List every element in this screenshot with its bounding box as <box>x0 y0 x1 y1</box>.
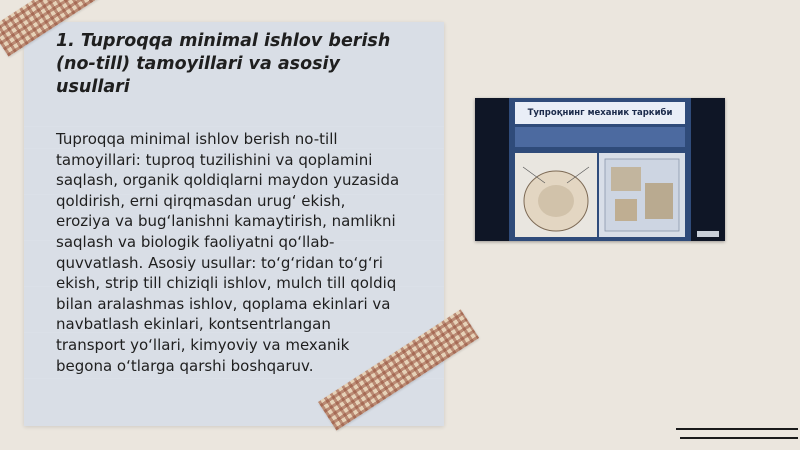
slide-title: 1. Tuproqqa minimal ishlov berish (no-till) tamoyillari va asosiy usullari <box>56 31 391 97</box>
decorative-line <box>680 437 798 439</box>
ruled-line <box>24 126 444 127</box>
decorative-line <box>676 428 798 430</box>
thumbnail-text-band <box>515 127 685 147</box>
slide-thumbnail-image <box>475 98 725 241</box>
thumbnail-title: Тупроқнинг механик таркиби <box>515 102 685 124</box>
thumbnail-diagram-left <box>515 153 597 237</box>
thumbnail-diagram-right <box>599 153 685 237</box>
thumbnail-logo <box>697 231 719 237</box>
slide-body: Tuproqqa minimal ishlov berish no-till tamoyillari: tuproq tuzilishini va qoplamini saqlash, organik qoldiqlarni maydon yuzasida qoldirish, erni qirqmasdan urug‘ ekish, eroziya va bug‘lanishni kamaytirish, namlikni saqlash va biologik faoliyatni qo‘llab-quvvatlash. Asosiy usullar: to‘g‘ridan to‘g‘ri ekish, strip till chiziqli ishlov, mulch till qoldiq bilan aralashmas ishlov, qoplama ekinlari va navbatlash ekinlari, kontsentrlangan transport yo‘llari, kimyoviy va mexanik begona o‘tlarga qarshi boshqaruv. <box>56 130 400 375</box>
